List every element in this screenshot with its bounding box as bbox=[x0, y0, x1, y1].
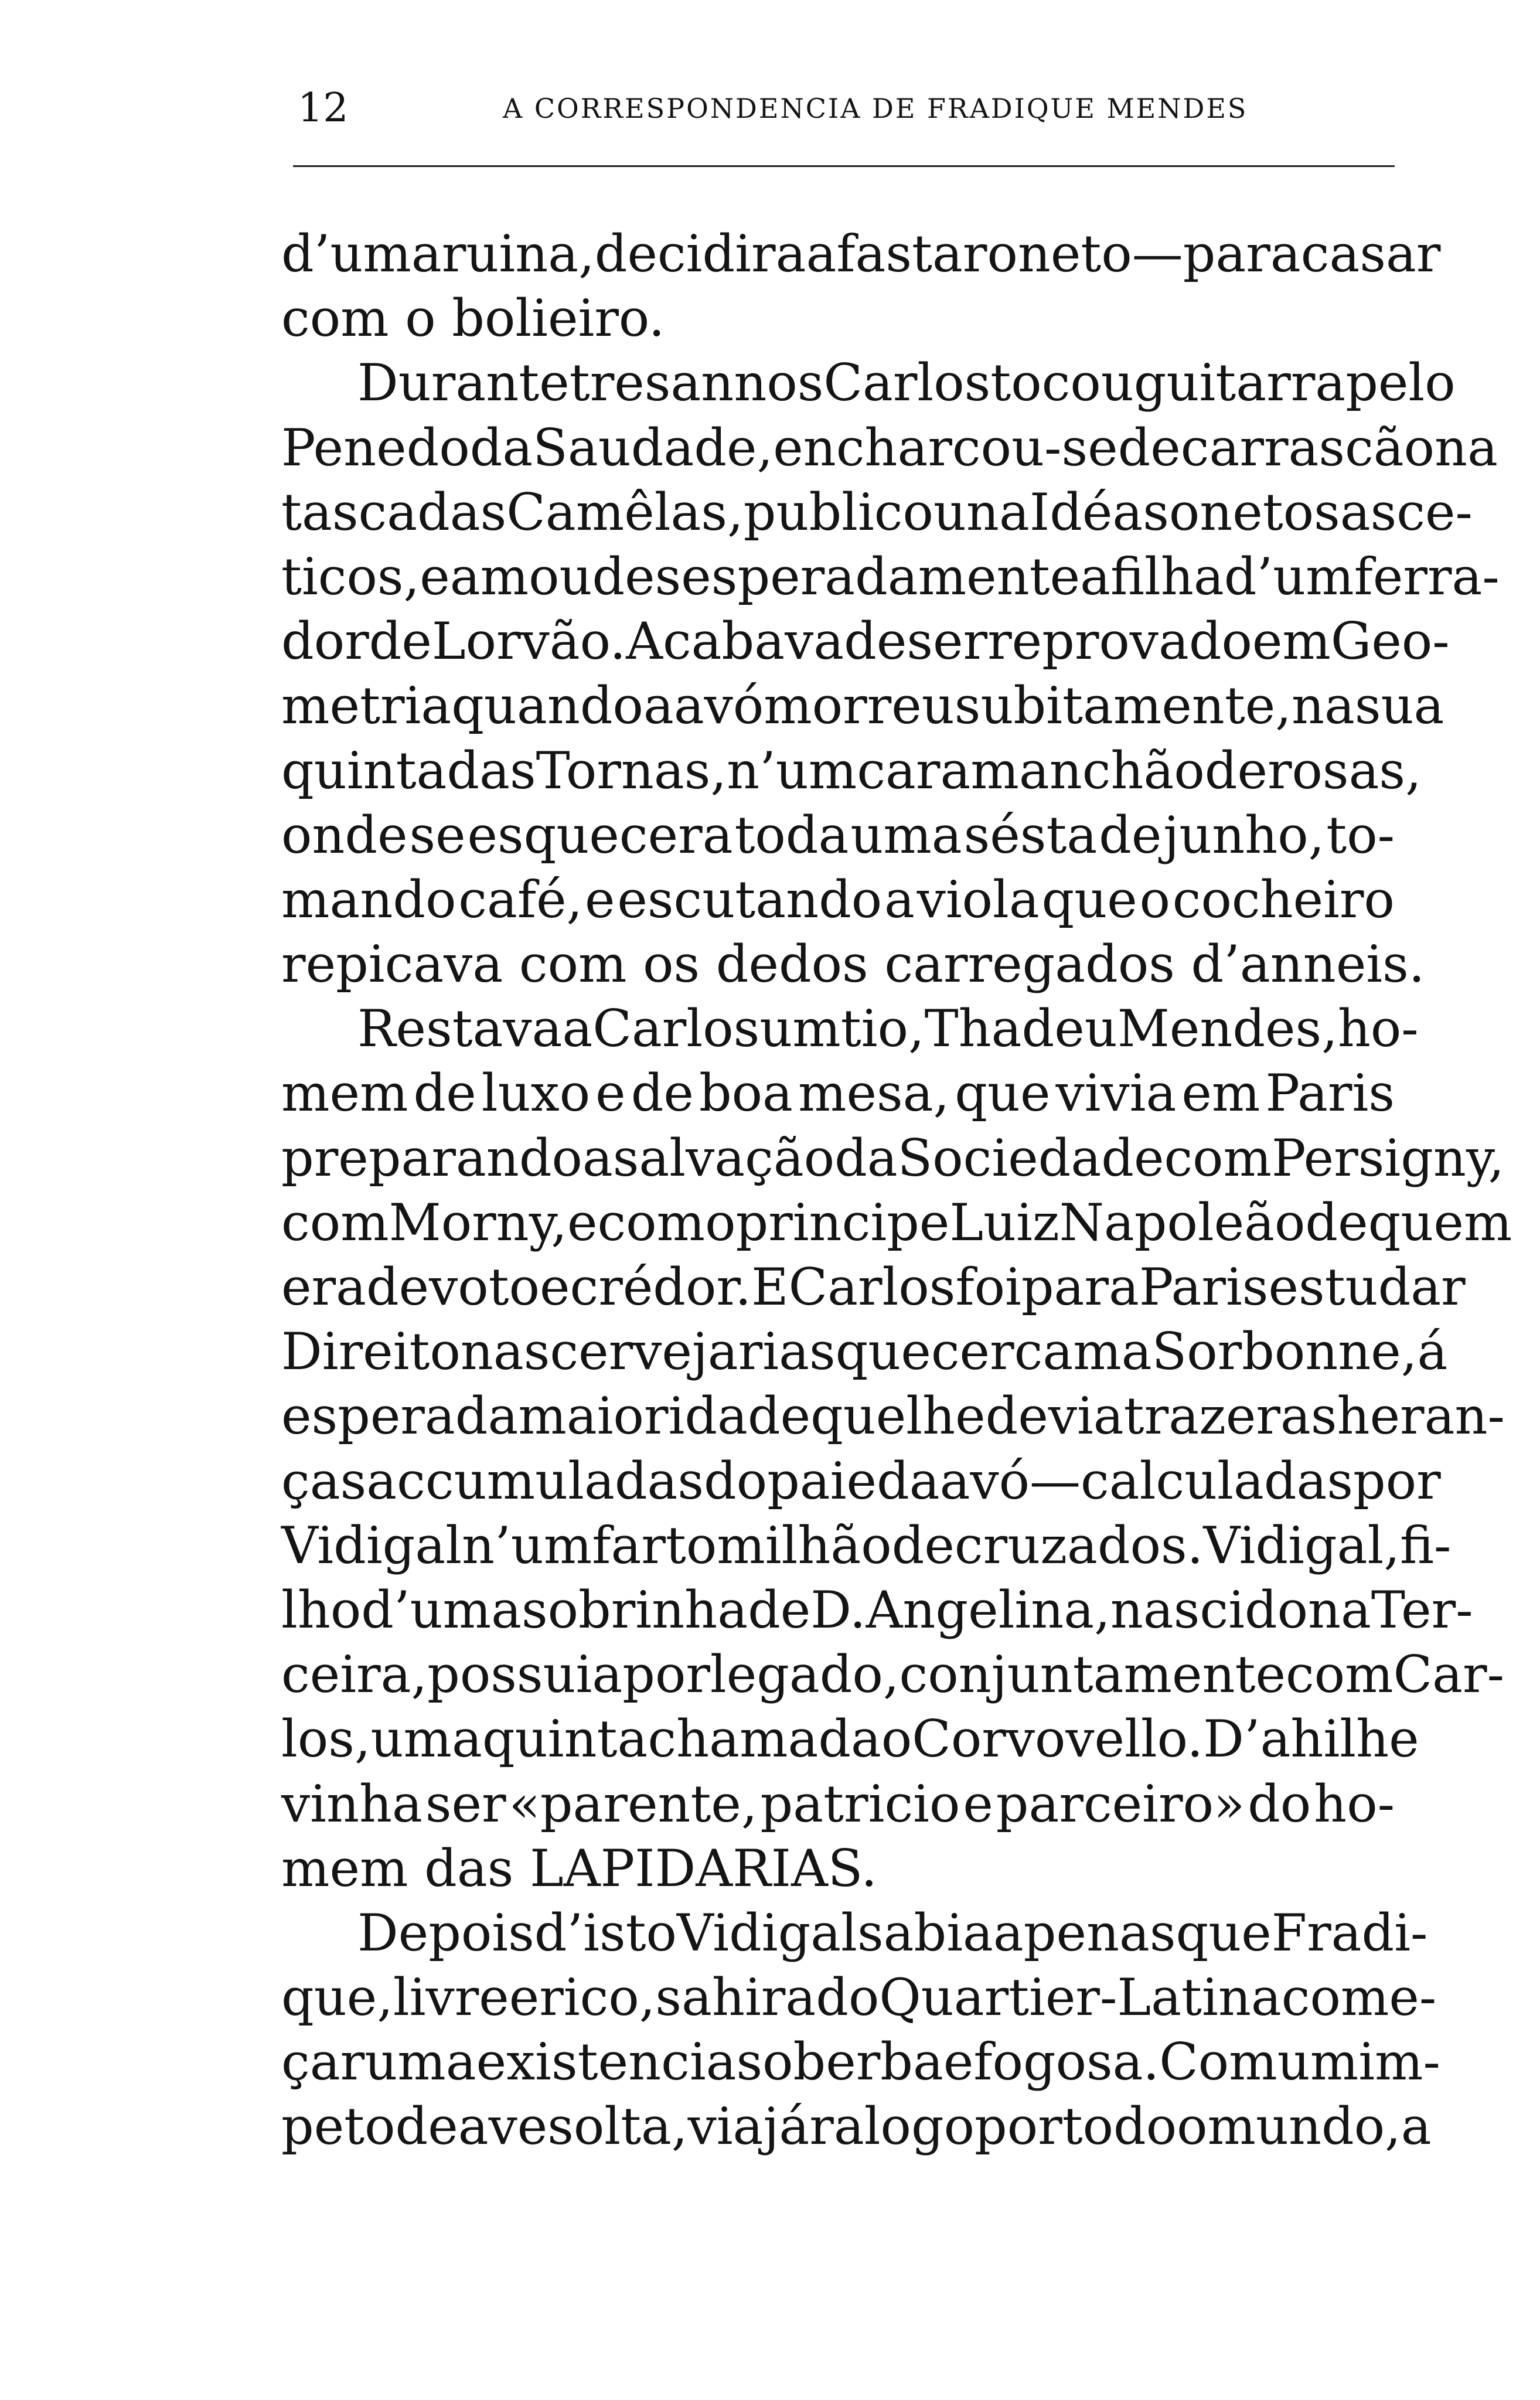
text-line: mem de luxo e de boa mesa, que vivia em Paris bbox=[281, 1063, 1395, 1124]
text-line: com o bolieiro. bbox=[281, 288, 665, 349]
text-line: mem das LAPIDARIAS. bbox=[281, 1838, 877, 1898]
text-line: metria quando a avó morreu subitamente, na sua bbox=[281, 676, 1444, 736]
text-line: ceira, possuia por legado, conjuntamente com Car- bbox=[281, 1645, 1505, 1705]
text-line: preparando a salvação da Sociedade com Persigny, bbox=[281, 1128, 1505, 1188]
text-line: lho d’uma sobrinha de D. Angelina, nascido na Ter- bbox=[281, 1579, 1473, 1640]
text-line: espera da maioridade que lhe devia trazer as heran- bbox=[281, 1386, 1505, 1446]
text-line: Penedo da Saudade, encharcou-se de carrascão na bbox=[281, 417, 1498, 478]
text-line: Durante tres annos Carlos tocou guitarra pelo bbox=[357, 353, 1456, 413]
text-line: Restava a Carlos um tio, Thadeu Mendes, ho- bbox=[357, 999, 1419, 1059]
text-line: era devoto e crédor. E Carlos foi para Paris estudar bbox=[281, 1257, 1466, 1317]
text-line: dor de Lorvão. Acabava de ser reprovado em Geo- bbox=[281, 611, 1450, 672]
text-line: vinha ser «parente, patricio e parceiro» do ho- bbox=[281, 1773, 1395, 1834]
text-line: Direito nas cervejarias que cercam a Sorbonne, á bbox=[281, 1322, 1448, 1382]
text-line: mando café, e escutando a viola que o cocheiro bbox=[281, 869, 1395, 930]
text-line: peto de ave solta, viajára logo por todo o mundo, a bbox=[281, 2096, 1432, 2157]
running-title: A CORRESPONDENCIA DE FRADIQUE MENDES bbox=[503, 93, 1248, 124]
text-line: repicava com os dedos carregados d’anneis. bbox=[281, 934, 1425, 995]
text-line: ticos, e amou desesperadamente a filha d’um ferra- bbox=[281, 546, 1500, 607]
text-line: Depois d’isto Vidigal sabia apenas que Fradi- bbox=[357, 1902, 1428, 1963]
text-line: onde se esquecera toda uma sésta de junho, to- bbox=[281, 805, 1395, 865]
text-line: ças accumuladas do pai e da avó — calculadas por bbox=[281, 1451, 1441, 1511]
body-text bbox=[281, 222, 1512, 2159]
text-line: que, livre e rico, sahira do Quartier-Latin a come- bbox=[281, 1967, 1437, 2028]
running-head bbox=[298, 76, 1399, 141]
text-line: d’uma ruina, decidira afastar o neto — para casar bbox=[281, 224, 1441, 284]
text-line: los, uma quinta chamada o Corvovello. D’ahi lhe bbox=[281, 1709, 1419, 1769]
page-number: 12 bbox=[298, 85, 349, 131]
text-line: com Morny, e com o principe Luiz Napoleão de quem bbox=[281, 1192, 1512, 1252]
text-line: Vidigal n’um farto milhão de cruzados. Vidigal, fi- bbox=[281, 1515, 1452, 1575]
header-rule bbox=[293, 165, 1395, 167]
text-line: quinta das Tornas, n’um caramanchão de rosas, bbox=[281, 740, 1422, 801]
text-line: çar uma existencia soberba e fogosa. Com um im- bbox=[281, 2032, 1440, 2092]
text-line: tasca das Camêlas, publicou na Idéa sonetos asce- bbox=[281, 482, 1473, 542]
